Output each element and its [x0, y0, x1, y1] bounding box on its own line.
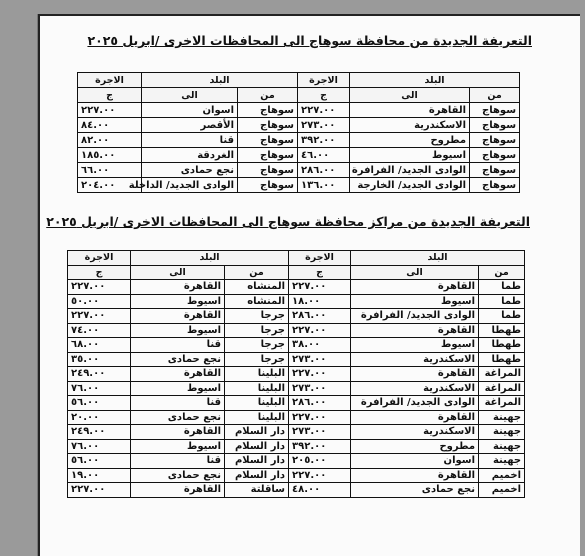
- cell-to: القاهرة: [351, 410, 479, 425]
- cell-from-2: سوهاج: [238, 163, 298, 178]
- cell-to-2: اسيوط: [131, 381, 225, 396]
- cell-to-2: نجع حمادى: [131, 468, 225, 483]
- table1-header-row-1: [78, 73, 520, 88]
- cell-from-2: جرجا: [225, 352, 289, 367]
- cell-from-2: البلينا: [225, 410, 289, 425]
- cell-fare: ٤٦.٠٠: [298, 148, 350, 163]
- cell-to-2: القاهرة: [131, 309, 225, 324]
- cell-to: اسيوط: [351, 338, 479, 353]
- cell-from: المراغة: [479, 367, 525, 382]
- cell-to-2: قنا: [131, 454, 225, 469]
- table-row: [78, 148, 520, 163]
- table-row: [68, 381, 525, 396]
- cell-from: سوهاج: [470, 118, 520, 133]
- cell-fare: ١٨.٠٠: [289, 294, 351, 309]
- cell-from-2: البلينا: [225, 381, 289, 396]
- cell-to: اسيوط: [351, 294, 479, 309]
- cell-fare-2: ٢٢٧.٠٠: [68, 280, 131, 295]
- header-ogra-2: الاجرة: [68, 251, 131, 266]
- cell-fare-2: ٦٨.٠٠: [68, 338, 131, 353]
- cell-fare-2: ٢٠٤.٠٠: [78, 178, 142, 193]
- cell-from: جهينة: [479, 425, 525, 440]
- cell-fare-2: ٥٠.٠٠: [68, 294, 131, 309]
- table-row: [68, 439, 525, 454]
- cell-fare: ٢٧٣.٠٠: [289, 352, 351, 367]
- table-row: [68, 280, 525, 295]
- cell-fare: ٣٨.٠٠: [289, 338, 351, 353]
- header-balad-2: البلد: [131, 251, 289, 266]
- table-row: [68, 410, 525, 425]
- cell-to: مطروح: [351, 439, 479, 454]
- table1-header-row-2: [78, 88, 520, 103]
- header-ila-2: الى: [142, 88, 238, 103]
- table-row: [68, 309, 525, 324]
- cell-fare-2: ٢٤٩.٠٠: [68, 367, 131, 382]
- cell-to: الاسكندرية: [351, 425, 479, 440]
- cell-fare: ٢٠٥.٠٠: [289, 454, 351, 469]
- cell-from: سوهاج: [470, 178, 520, 193]
- header-geem-2: ج: [68, 265, 131, 280]
- cell-to-2: قنا: [131, 396, 225, 411]
- cell-from-2: دار السلام: [225, 454, 289, 469]
- cell-to-2: اسوان: [142, 103, 238, 118]
- cell-from: سوهاج: [470, 163, 520, 178]
- table-row: [68, 468, 525, 483]
- document-page: [38, 14, 580, 556]
- cell-from-2: البلينا: [225, 396, 289, 411]
- cell-from-2: جرجا: [225, 338, 289, 353]
- cell-to: القاهرة: [351, 367, 479, 382]
- cell-from: اخميم: [479, 468, 525, 483]
- cell-fare: ٢٨٦.٠٠: [298, 163, 350, 178]
- cell-to-2: الغردقة: [142, 148, 238, 163]
- table2: [67, 250, 525, 498]
- cell-fare: ٢٢٧.٠٠: [289, 410, 351, 425]
- cell-from: المراغة: [479, 381, 525, 396]
- cell-from: جهينة: [479, 439, 525, 454]
- cell-fare-2: ٧٤.٠٠: [68, 323, 131, 338]
- header-geem: ج: [289, 265, 351, 280]
- cell-to-2: اسيوط: [131, 294, 225, 309]
- table-row: [68, 454, 525, 469]
- cell-fare-2: ٢٢٧.٠٠: [68, 483, 131, 498]
- cell-from-2: جرجا: [225, 309, 289, 324]
- cell-from-2: المنشاه: [225, 294, 289, 309]
- cell-fare: ٢٢٧.٠٠: [298, 103, 350, 118]
- cell-to-2: اسيوط: [131, 323, 225, 338]
- cell-fare: ٣٩٢.٠٠: [298, 133, 350, 148]
- table2-header-row-2: [68, 265, 525, 280]
- cell-to-2: نجع حمادى: [131, 410, 225, 425]
- cell-from: جهينة: [479, 410, 525, 425]
- table-row: [68, 294, 525, 309]
- cell-to-2: اسيوط: [131, 439, 225, 454]
- cell-from-2: سوهاج: [238, 148, 298, 163]
- table2-title: التعريفة الجديدة من مراكز محافظة سوهاج الى المحافظات الاخرى /ابريل ٢٠٢٥: [46, 214, 530, 229]
- cell-to: الاسكندرية: [351, 381, 479, 396]
- cell-fare-2: ٢٢٧.٠٠: [68, 309, 131, 324]
- header-min-2: من: [238, 88, 298, 103]
- cell-to: اسيوط: [350, 148, 470, 163]
- cell-fare: ٢٢٧.٠٠: [289, 468, 351, 483]
- table-row: [68, 367, 525, 382]
- cell-to: الاسكندرية: [351, 352, 479, 367]
- cell-from-2: دار السلام: [225, 468, 289, 483]
- table-row: [78, 133, 520, 148]
- cell-from: طهطا: [479, 352, 525, 367]
- cell-fare-2: ٨٤.٠٠: [78, 118, 142, 133]
- cell-fare: ١٣٦.٠٠: [298, 178, 350, 193]
- cell-fare-2: ١٨٥.٠٠: [78, 148, 142, 163]
- cell-fare-2: ٢٠.٠٠: [68, 410, 131, 425]
- cell-fare-2: ٢٢٧.٠٠: [78, 103, 142, 118]
- cell-fare-2: ١٩.٠٠: [68, 468, 131, 483]
- cell-from: طما: [479, 280, 525, 295]
- cell-fare: ٢٢٧.٠٠: [289, 280, 351, 295]
- header-balad: البلد: [351, 251, 525, 266]
- header-min: من: [479, 265, 525, 280]
- cell-to: القاهرة: [350, 103, 470, 118]
- cell-to-2: نجع حمادى: [142, 163, 238, 178]
- table-row: [68, 338, 525, 353]
- cell-from-2: سوهاج: [238, 133, 298, 148]
- cell-from-2: ساقلتة: [225, 483, 289, 498]
- cell-to-2: قنا: [142, 133, 238, 148]
- cell-from: سوهاج: [470, 133, 520, 148]
- cell-fare-2: ٨٢.٠٠: [78, 133, 142, 148]
- cell-fare: ٢٧٣.٠٠: [289, 381, 351, 396]
- header-min-2: من: [225, 265, 289, 280]
- cell-to-2: القاهرة: [131, 280, 225, 295]
- cell-from: سوهاج: [470, 148, 520, 163]
- cell-to: نجع حمادى: [351, 483, 479, 498]
- cell-fare-2: ٧٦.٠٠: [68, 439, 131, 454]
- cell-fare-2: ٧٦.٠٠: [68, 381, 131, 396]
- header-balad: البلد: [350, 73, 520, 88]
- table1: [77, 72, 520, 193]
- cell-to: الوادى الجديد/ الفرافرة: [350, 163, 470, 178]
- cell-from: طما: [479, 309, 525, 324]
- cell-to-2: القاهرة: [131, 367, 225, 382]
- cell-to-2: نجع حمادى: [131, 352, 225, 367]
- cell-from: اخميم: [479, 483, 525, 498]
- table-row: [78, 103, 520, 118]
- cell-fare: ٢٧٣.٠٠: [298, 118, 350, 133]
- cell-fare-2: ٥٦.٠٠: [68, 454, 131, 469]
- cell-fare-2: ٣٥.٠٠: [68, 352, 131, 367]
- cell-from-2: سوهاج: [238, 178, 298, 193]
- table2-header-row-1: [68, 251, 525, 266]
- cell-to: الاسكندرية: [350, 118, 470, 133]
- cell-fare: ٤٨.٠٠: [289, 483, 351, 498]
- cell-from-2: جرجا: [225, 323, 289, 338]
- header-ila: الى: [350, 88, 470, 103]
- cell-from-2: دار السلام: [225, 425, 289, 440]
- cell-from: المراغة: [479, 396, 525, 411]
- cell-to: اسوان: [351, 454, 479, 469]
- cell-from: طهطا: [479, 323, 525, 338]
- table-row: [68, 352, 525, 367]
- cell-from-2: دار السلام: [225, 439, 289, 454]
- cell-from: سوهاج: [470, 103, 520, 118]
- cell-to: الوادى الجديد/ الفرافرة: [351, 309, 479, 324]
- header-ogra: الاجرة: [298, 73, 350, 88]
- table-row: [68, 483, 525, 498]
- cell-to-2: الوادى الجديد/ الداخلة: [142, 178, 238, 193]
- header-ila: الى: [351, 265, 479, 280]
- cell-from: طما: [479, 294, 525, 309]
- cell-to-2: الأقصر: [142, 118, 238, 133]
- header-ogra: الاجرة: [289, 251, 351, 266]
- cell-from: جهينة: [479, 454, 525, 469]
- cell-fare: ٢٨٦.٠٠: [289, 309, 351, 324]
- cell-fare: ٢٨٦.٠٠: [289, 396, 351, 411]
- cell-to: الوادى الجديد/ الفرافرة: [351, 396, 479, 411]
- cell-to: القاهرة: [351, 468, 479, 483]
- cell-fare-2: ٥٦.٠٠: [68, 396, 131, 411]
- cell-to-2: القاهرة: [131, 425, 225, 440]
- cell-from-2: البلينا: [225, 367, 289, 382]
- cell-from-2: المنشاه: [225, 280, 289, 295]
- cell-fare: ٢٧٣.٠٠: [289, 425, 351, 440]
- table-row: [78, 178, 520, 193]
- cell-to-2: القاهرة: [131, 483, 225, 498]
- header-min: من: [470, 88, 520, 103]
- cell-fare: ٢٢٧.٠٠: [289, 367, 351, 382]
- cell-to-2: قنا: [131, 338, 225, 353]
- cell-to: القاهرة: [351, 280, 479, 295]
- header-geem: ج: [298, 88, 350, 103]
- cell-fare: ٢٢٧.٠٠: [289, 323, 351, 338]
- cell-from-2: سوهاج: [238, 103, 298, 118]
- table-row: [78, 118, 520, 133]
- cell-to: مطروح: [350, 133, 470, 148]
- cell-from: طهطا: [479, 338, 525, 353]
- cell-fare: ٣٩٢.٠٠: [289, 439, 351, 454]
- table-row: [68, 425, 525, 440]
- table1-title: التعريفة الجديدة من محافظة سوهاج الى المحافظات الاخرى /ابريل ٢٠٢٥: [87, 33, 532, 48]
- header-ogra-2: الاجرة: [78, 73, 142, 88]
- cell-to: الوادى الجديد/ الخارجة: [350, 178, 470, 193]
- cell-to: القاهرة: [351, 323, 479, 338]
- header-balad-2: البلد: [142, 73, 298, 88]
- header-ila-2: الى: [131, 265, 225, 280]
- header-geem-2: ج: [78, 88, 142, 103]
- cell-from-2: سوهاج: [238, 118, 298, 133]
- table-row: [68, 323, 525, 338]
- cell-fare-2: ٦٦.٠٠: [78, 163, 142, 178]
- table-row: [78, 163, 520, 178]
- table-row: [68, 396, 525, 411]
- cell-fare-2: ٢٤٩.٠٠: [68, 425, 131, 440]
